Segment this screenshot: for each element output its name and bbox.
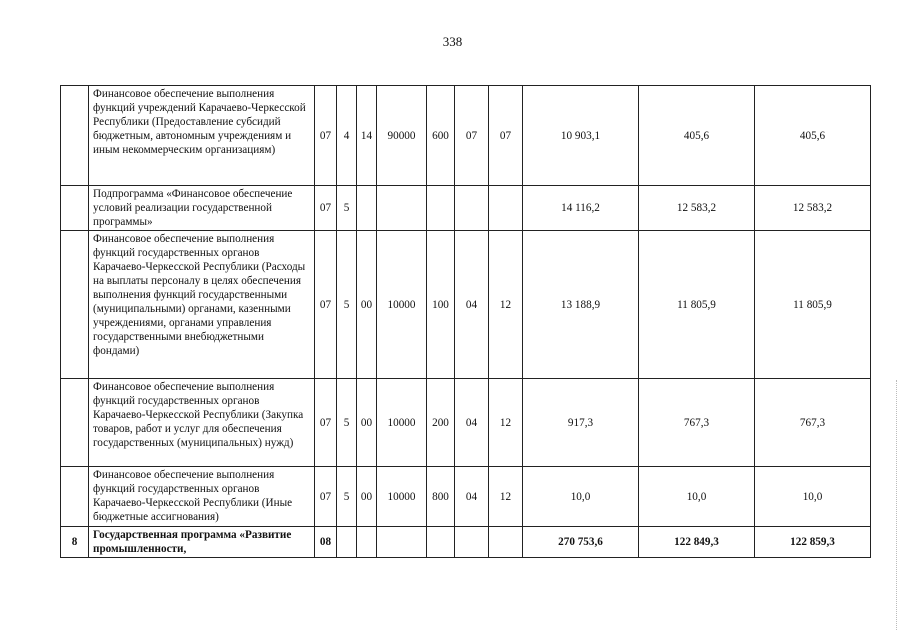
table-row: [61, 467, 871, 527]
code-expense-type: 100: [427, 231, 455, 379]
amount-year-2: 12 583,2: [639, 186, 755, 231]
row-description: Финансовое обеспечение выполнения функций государственных органов Карачаево-Черкесской Республики (Расходы на выплаты персоналу в целях обеспечения выполнения функций государственными (муниципальными) органами, казенными учреждениями, органами управления государственными внебюджетными фондами): [89, 231, 315, 379]
amount-year-3: 767,3: [755, 379, 871, 467]
amount-year-2: 767,3: [639, 379, 755, 467]
scan-margin-marks: [893, 380, 897, 630]
amount-year-2: 122 849,3: [639, 527, 755, 558]
code-direction: 10000: [377, 467, 427, 527]
amount-year-3: 405,6: [755, 86, 871, 186]
page-number: 338: [442, 34, 463, 49]
amount-year-1: 10 903,1: [523, 86, 639, 186]
code-direction: 90000: [377, 86, 427, 186]
code-event: [357, 527, 377, 558]
table-row: [61, 527, 871, 558]
code-program: 07: [315, 86, 337, 186]
amount-year-3: 12 583,2: [755, 186, 871, 231]
budget-table: [60, 85, 871, 558]
row-description: Финансовое обеспечение выполнения функций государственных органов Карачаево-Черкесской Республики (Иные бюджетные ассигнования): [89, 467, 315, 527]
code-expense-type: [427, 186, 455, 231]
code-section: [455, 186, 489, 231]
code-section: [455, 527, 489, 558]
code-expense-type: 600: [427, 86, 455, 186]
code-section: 07: [455, 86, 489, 186]
code-subprogram: 4: [337, 86, 357, 186]
row-number: [61, 186, 89, 231]
row-number: [61, 379, 89, 467]
amount-year-2: 405,6: [639, 86, 755, 186]
row-number: [61, 467, 89, 527]
code-direction: 10000: [377, 379, 427, 467]
code-section: 04: [455, 231, 489, 379]
code-direction: 10000: [377, 231, 427, 379]
row-number: [61, 86, 89, 186]
code-expense-type: 200: [427, 379, 455, 467]
code-event: 00: [357, 467, 377, 527]
code-event: [357, 186, 377, 231]
code-subsection: [489, 186, 523, 231]
amount-year-3: 10,0: [755, 467, 871, 527]
code-event: 14: [357, 86, 377, 186]
code-direction: [377, 527, 427, 558]
amount-year-1: 14 116,2: [523, 186, 639, 231]
code-subsection: 12: [489, 467, 523, 527]
table-row: [61, 86, 871, 186]
row-description: Финансовое обеспечение выполнения функций учреждений Карачаево-Черкесской Республики (Предоставление субсидий бюджетным, автономным учреждениям и иным некоммерческим организациям): [89, 86, 315, 186]
code-program: 07: [315, 379, 337, 467]
row-number: [61, 231, 89, 379]
amount-year-2: 11 805,9: [639, 231, 755, 379]
code-program: 07: [315, 186, 337, 231]
code-program: 07: [315, 231, 337, 379]
code-subsection: 07: [489, 86, 523, 186]
amount-year-1: 13 188,9: [523, 231, 639, 379]
code-program: 08: [315, 527, 337, 558]
code-subsection: 12: [489, 231, 523, 379]
row-description: Финансовое обеспечение выполнения функций государственных органов Карачаево-Черкесской Республики (Закупка товаров, работ и услуг для обеспечения государственных (муниципальных) нужд): [89, 379, 315, 467]
amount-year-1: 270 753,6: [523, 527, 639, 558]
code-subsection: 12: [489, 379, 523, 467]
amount-year-2: 10,0: [639, 467, 755, 527]
code-event: 00: [357, 231, 377, 379]
amount-year-3: 11 805,9: [755, 231, 871, 379]
row-description: Государственная программа «Развитие промышленности,: [89, 527, 315, 558]
amount-year-3: 122 859,3: [755, 527, 871, 558]
table-row: [61, 231, 871, 379]
code-program: 07: [315, 467, 337, 527]
row-description: Подпрограмма «Финансовое обеспечение условий реализации государственной программы»: [89, 186, 315, 231]
code-direction: [377, 186, 427, 231]
code-event: 00: [357, 379, 377, 467]
row-number: 8: [61, 527, 89, 558]
table-row: [61, 186, 871, 231]
code-subprogram: 5: [337, 467, 357, 527]
code-section: 04: [455, 467, 489, 527]
table-row: [61, 379, 871, 467]
code-expense-type: 800: [427, 467, 455, 527]
code-subprogram: [337, 527, 357, 558]
code-section: 04: [455, 379, 489, 467]
code-subprogram: 5: [337, 186, 357, 231]
code-subsection: [489, 527, 523, 558]
code-expense-type: [427, 527, 455, 558]
code-subprogram: 5: [337, 231, 357, 379]
amount-year-1: 10,0: [523, 467, 639, 527]
code-subprogram: 5: [337, 379, 357, 467]
amount-year-1: 917,3: [523, 379, 639, 467]
